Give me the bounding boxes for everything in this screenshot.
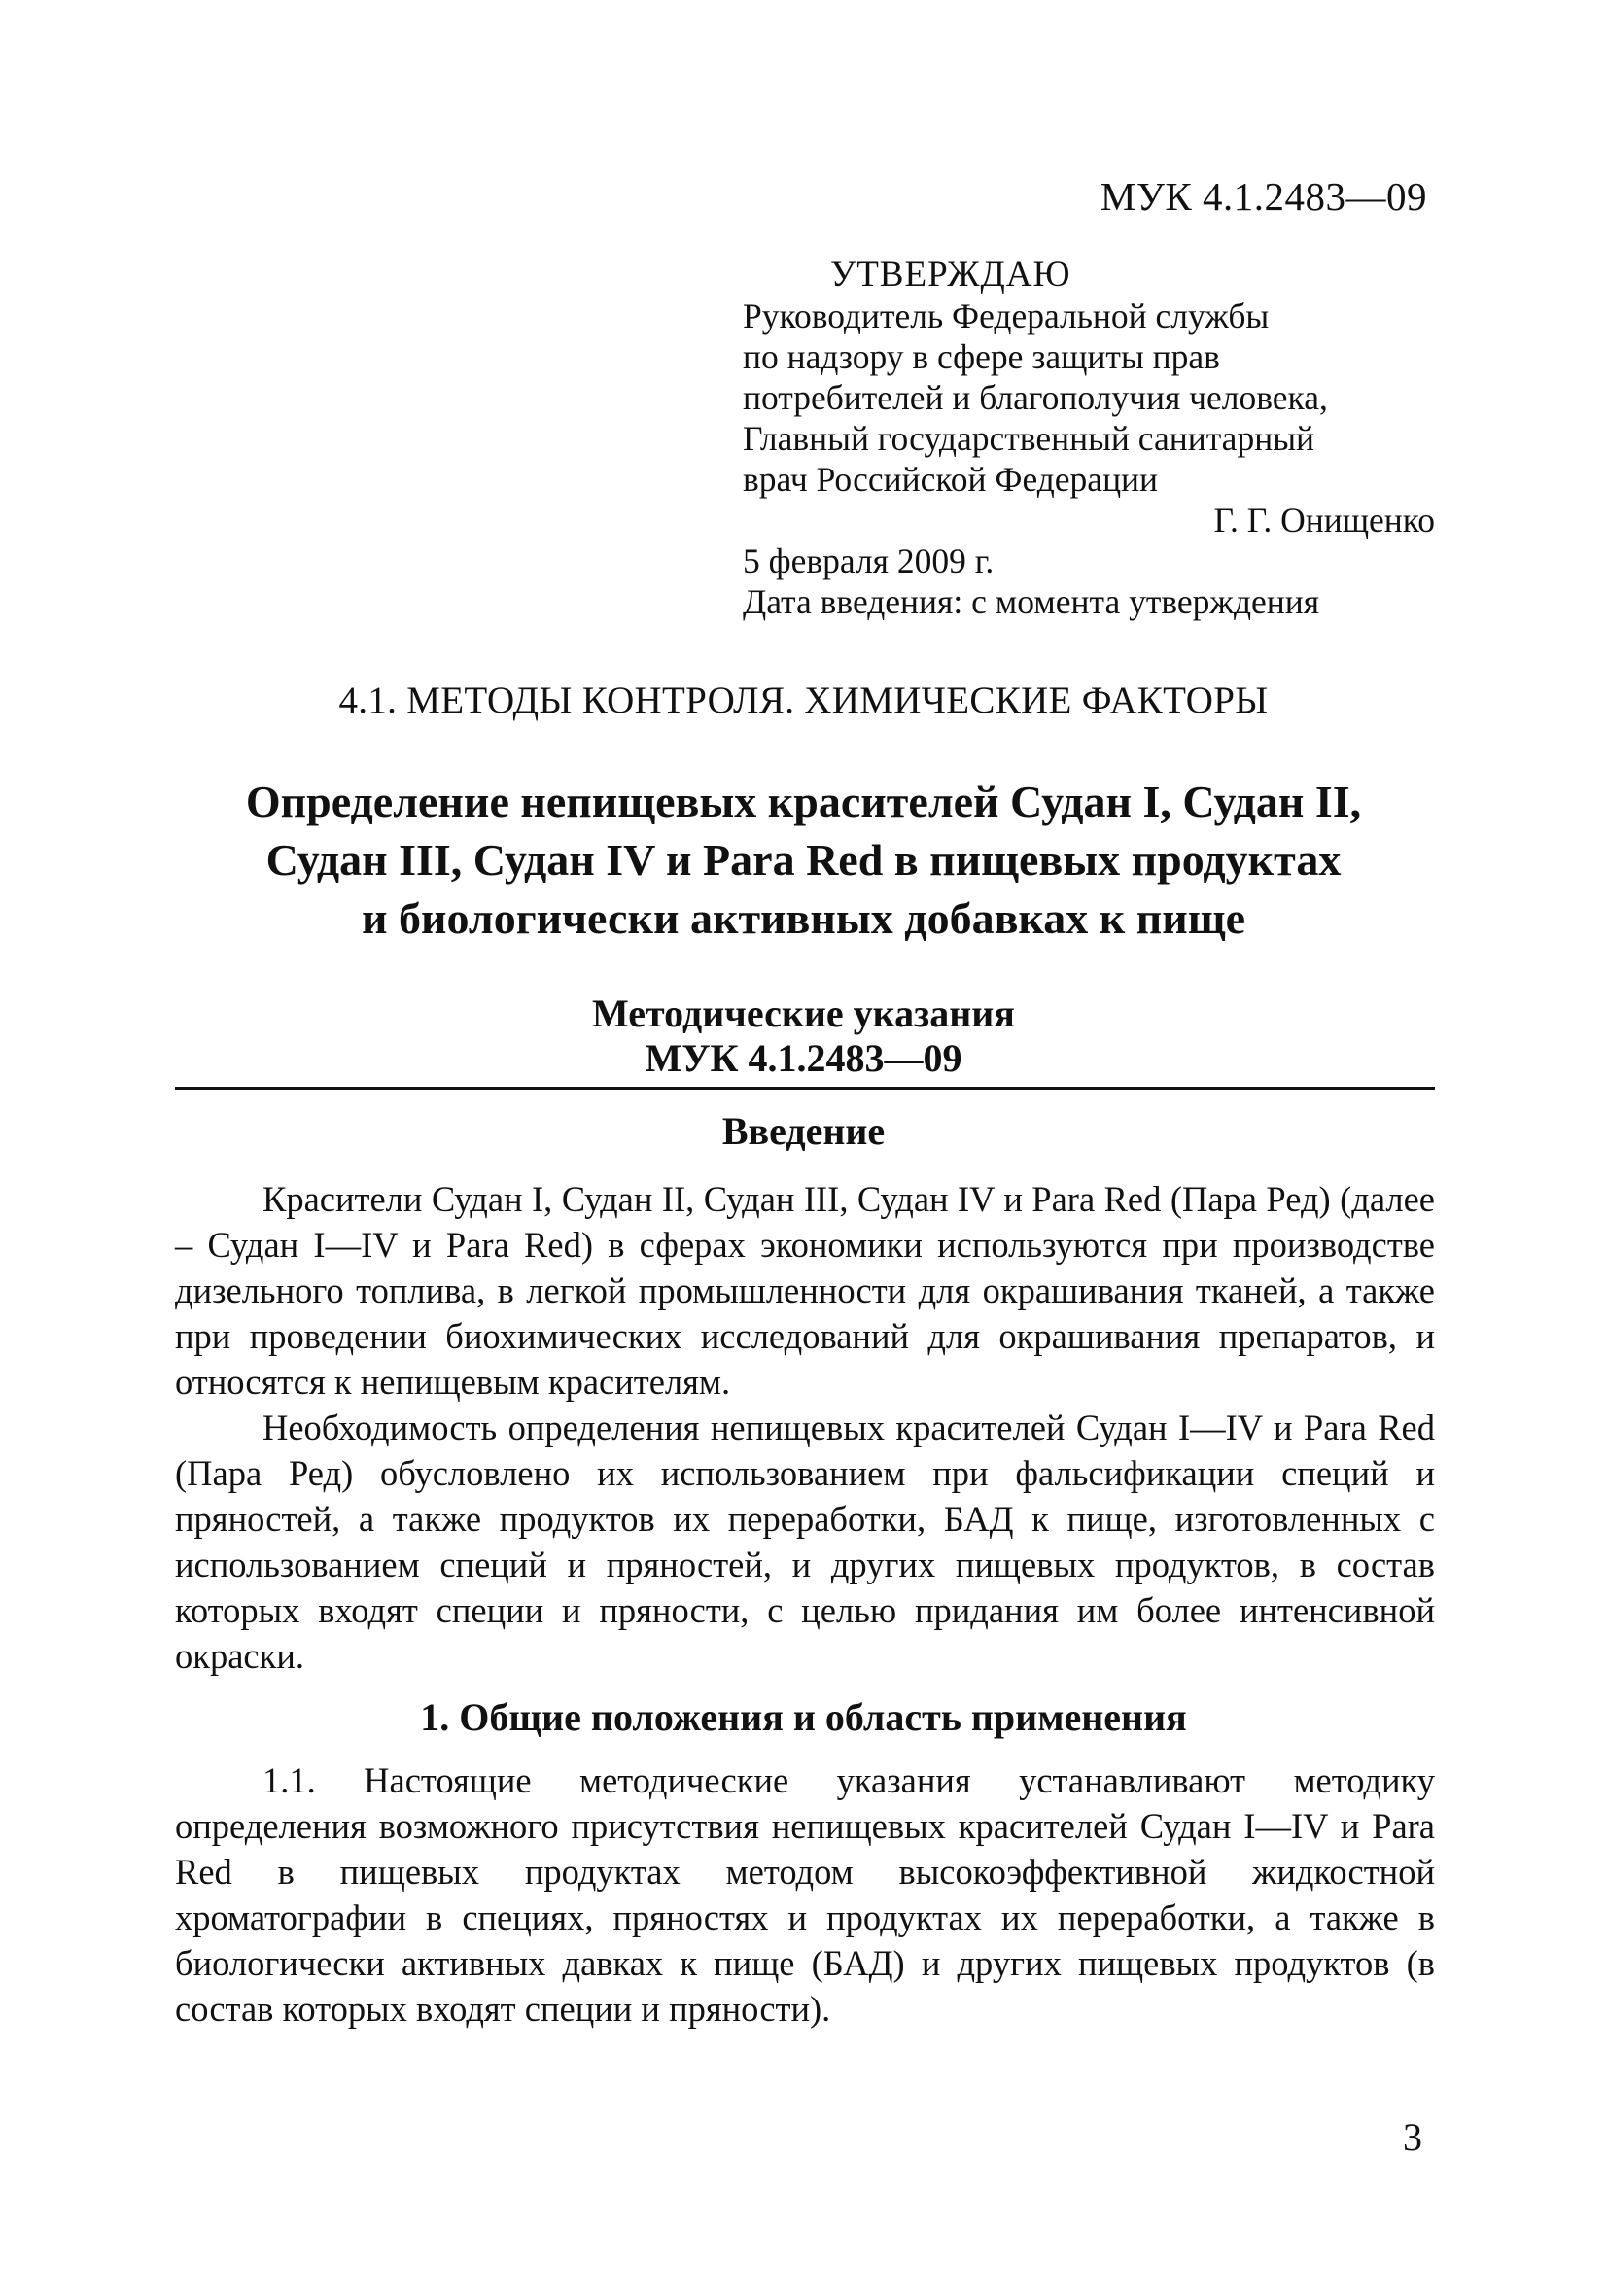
intro-text: [175, 1176, 1435, 1679]
horizontal-rule: [175, 1087, 1435, 1090]
subtitle-type: Методические указания: [592, 991, 1015, 1035]
document-title-line: и биологически активных добавках к пище: [362, 893, 1245, 943]
document-title-line: Определение непищевых красителей Судан I, Судан II,: [245, 777, 1362, 826]
approval-line: по надзору в сфере защиты прав: [743, 337, 1220, 376]
intro-heading: Введение: [721, 1109, 886, 1153]
section-1-text: [175, 1757, 1435, 2032]
document-title: [126, 773, 1481, 948]
section-1-heading: 1. Общие положения и область применения: [420, 1695, 1187, 1739]
approval-signer: Г. Г. Онищенко: [1213, 501, 1435, 539]
paragraph: Красители Судан I, Судан II, Судан III, Судан IV и Para Red (Пара Ред) (далее – Судан I—IV и Para Red) в сферах экономики используются при производстве дизельного топлива, в легкой промышленности для окрашивания тканей, а также при проведении биохимических исследований для окрашивания препаратов, и относятся к непищевым красителям.: [175, 1179, 1435, 1402]
document-subtitle: [0, 991, 1607, 1081]
approval-date: 5 февраля 2009 г.: [743, 541, 995, 580]
approval-line: потребителей и благополучия человека,: [743, 378, 1328, 417]
approval-line: врач Российской Федерации: [743, 460, 1159, 499]
approval-line: Руководитель Федеральной службы: [743, 296, 1270, 335]
paragraph: Необходимость определения непищевых красителей Судан I—IV и Para Red (Пара Ред) обусловлено их использованием при фальсификации специй и пряностей, а также продуктов их переработки, БАД к пище, изготовленных с использованием специй и пряностей, и других пищевых продуктов, в состав которых входят специи и пряности, с целью придания им более интенсивной окраски.: [175, 1408, 1435, 1676]
approval-block: [743, 255, 1435, 622]
approval-effective-date: Дата введения: с момента утверждения: [743, 582, 1320, 621]
subtitle-code: МУК 4.1.2483—09: [645, 1036, 962, 1080]
doc-code: МУК 4.1.2483—09: [1100, 174, 1427, 219]
page-number: 3: [1403, 2115, 1422, 2159]
section-title: 4.1. МЕТОДЫ КОНТРОЛЯ. ХИМИЧЕСКИЕ ФАКТОРЫ: [338, 679, 1269, 721]
document-title-line: Судан III, Судан IV и Para Red в пищевых продуктах: [265, 835, 1342, 885]
approval-heading: УТВЕРЖДАЮ: [830, 255, 1071, 295]
paragraph: 1.1. Настоящие методические указания устанавливают методику определения возможного присутствия непищевых красителей Судан I—IV и Para Red в пищевых продуктах методом высокоэффективной жидкостной хроматографии в специях, пряностях и продуктах их переработки, а также в биологически активных давках к пище (БАД) и других пищевых продуктов (в состав которых входят специи и пряности).: [175, 1760, 1435, 2029]
approval-line: Главный государственный санитарный: [743, 419, 1315, 458]
